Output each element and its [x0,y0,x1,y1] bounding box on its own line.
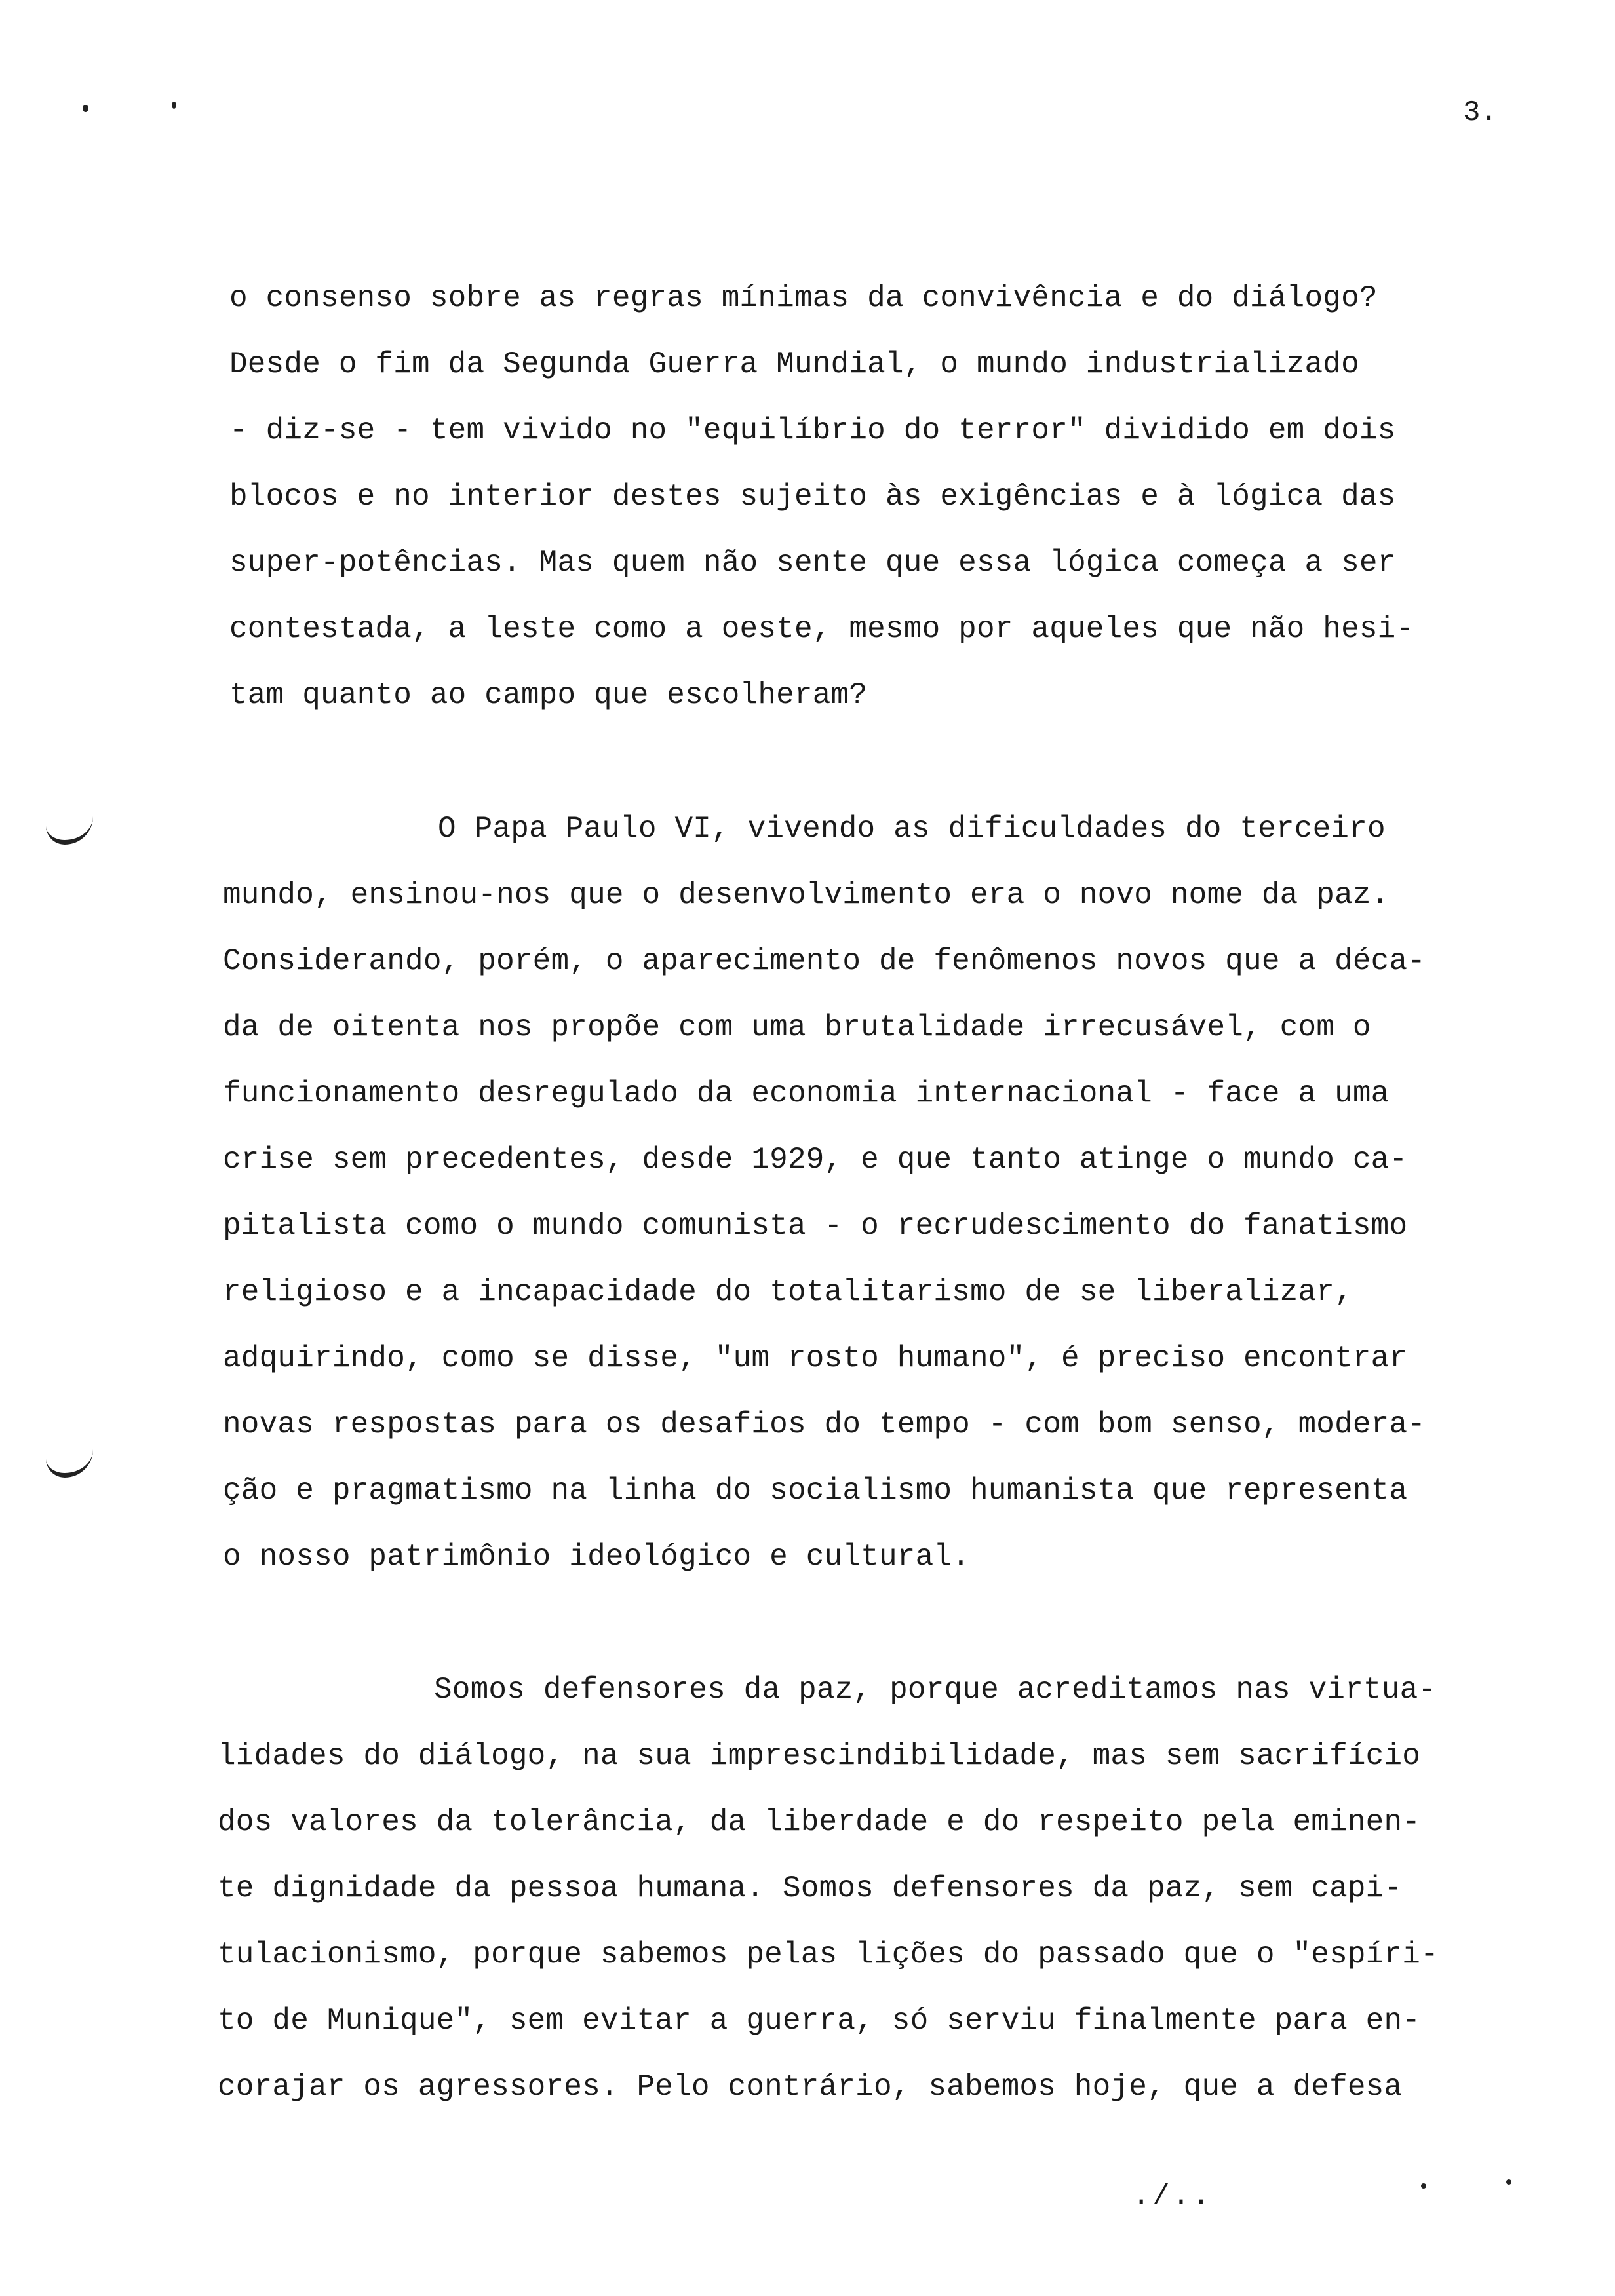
text-line: - diz-se - tem vivido no "equilíbrio do terror" dividido em dois [229,413,1396,448]
text-line: tulacionismo, porque sabemos pelas lições do passado que o "espíri- [218,1938,1439,1972]
text-line: funcionamento desregulado da economia internacional - face a uma [223,1077,1390,1111]
continuation-mark: ./.. [1133,2180,1213,2213]
text-line: O Papa Paulo VI, vivendo as dificuldades do terceiro [438,812,1386,846]
text-line: novas respostas para os desafios do tempo - com bom senso, modera- [223,1407,1426,1442]
text-line: pitalista como o mundo comunista - o recrudescimento do fanatismo [223,1209,1408,1243]
text-line: tam quanto ao campo que escolheram? [229,678,868,712]
text-line: blocos e no interior destes sujeito às exigências e à lógica das [229,480,1396,514]
scan-speck [1506,2179,1511,2185]
scan-speck [83,105,88,112]
text-line: lidades do diálogo, na sua imprescindibilidade, mas sem sacrifício [218,1739,1421,1773]
scan-speck [172,102,176,109]
text-line: o consenso sobre as regras mínimas da convivência e do diálogo? [229,281,1378,315]
text-line: Considerando, porém, o aparecimento de fenômenos novos que a déca- [223,944,1426,978]
text-line: o nosso patrimônio ideológico e cultural. [223,1540,970,1574]
text-line: religioso e a incapacidade do totalitarismo de se liberalizar, [223,1275,1353,1309]
text-line: te dignidade da pessoa humana. Somos defensores da paz, sem capi- [218,1871,1403,1905]
page-number: 3. [1463,96,1498,129]
text-line: corajar os agressores. Pelo contrário, sabemos hoje, que a defesa [218,2070,1403,2104]
text-line: super-potências. Mas quem não sente que essa lógica começa a ser [229,546,1396,580]
text-line: mundo, ensinou-nos que o desenvolvimento era o novo nome da paz. [223,878,1390,912]
text-line: adquirindo, como se disse, "um rosto humano", é preciso encontrar [223,1341,1408,1375]
text-line: ção e pragmatismo na linha do socialismo humanista que representa [223,1474,1408,1508]
text-line: dos valores da tolerância, da liberdade e do respeito pela eminen- [218,1805,1421,1839]
punch-hole-mark [46,814,93,845]
punch-hole-mark [46,1447,93,1478]
text-line: Desde o fim da Segunda Guerra Mundial, o mundo industrializado [229,347,1359,381]
text-line: da de oitenta nos propõe com uma brutalidade irrecusável, com o [223,1010,1371,1044]
text-line: Somos defensores da paz, porque acreditamos nas virtua- [434,1673,1437,1707]
text-line: crise sem precedentes, desde 1929, e que tanto atinge o mundo ca- [223,1143,1408,1177]
text-line: contestada, a leste como a oeste, mesmo por aqueles que não hesi- [229,612,1414,646]
text-line: to de Munique", sem evitar a guerra, só serviu finalmente para en- [218,2004,1421,2038]
scan-speck [1421,2183,1426,2189]
